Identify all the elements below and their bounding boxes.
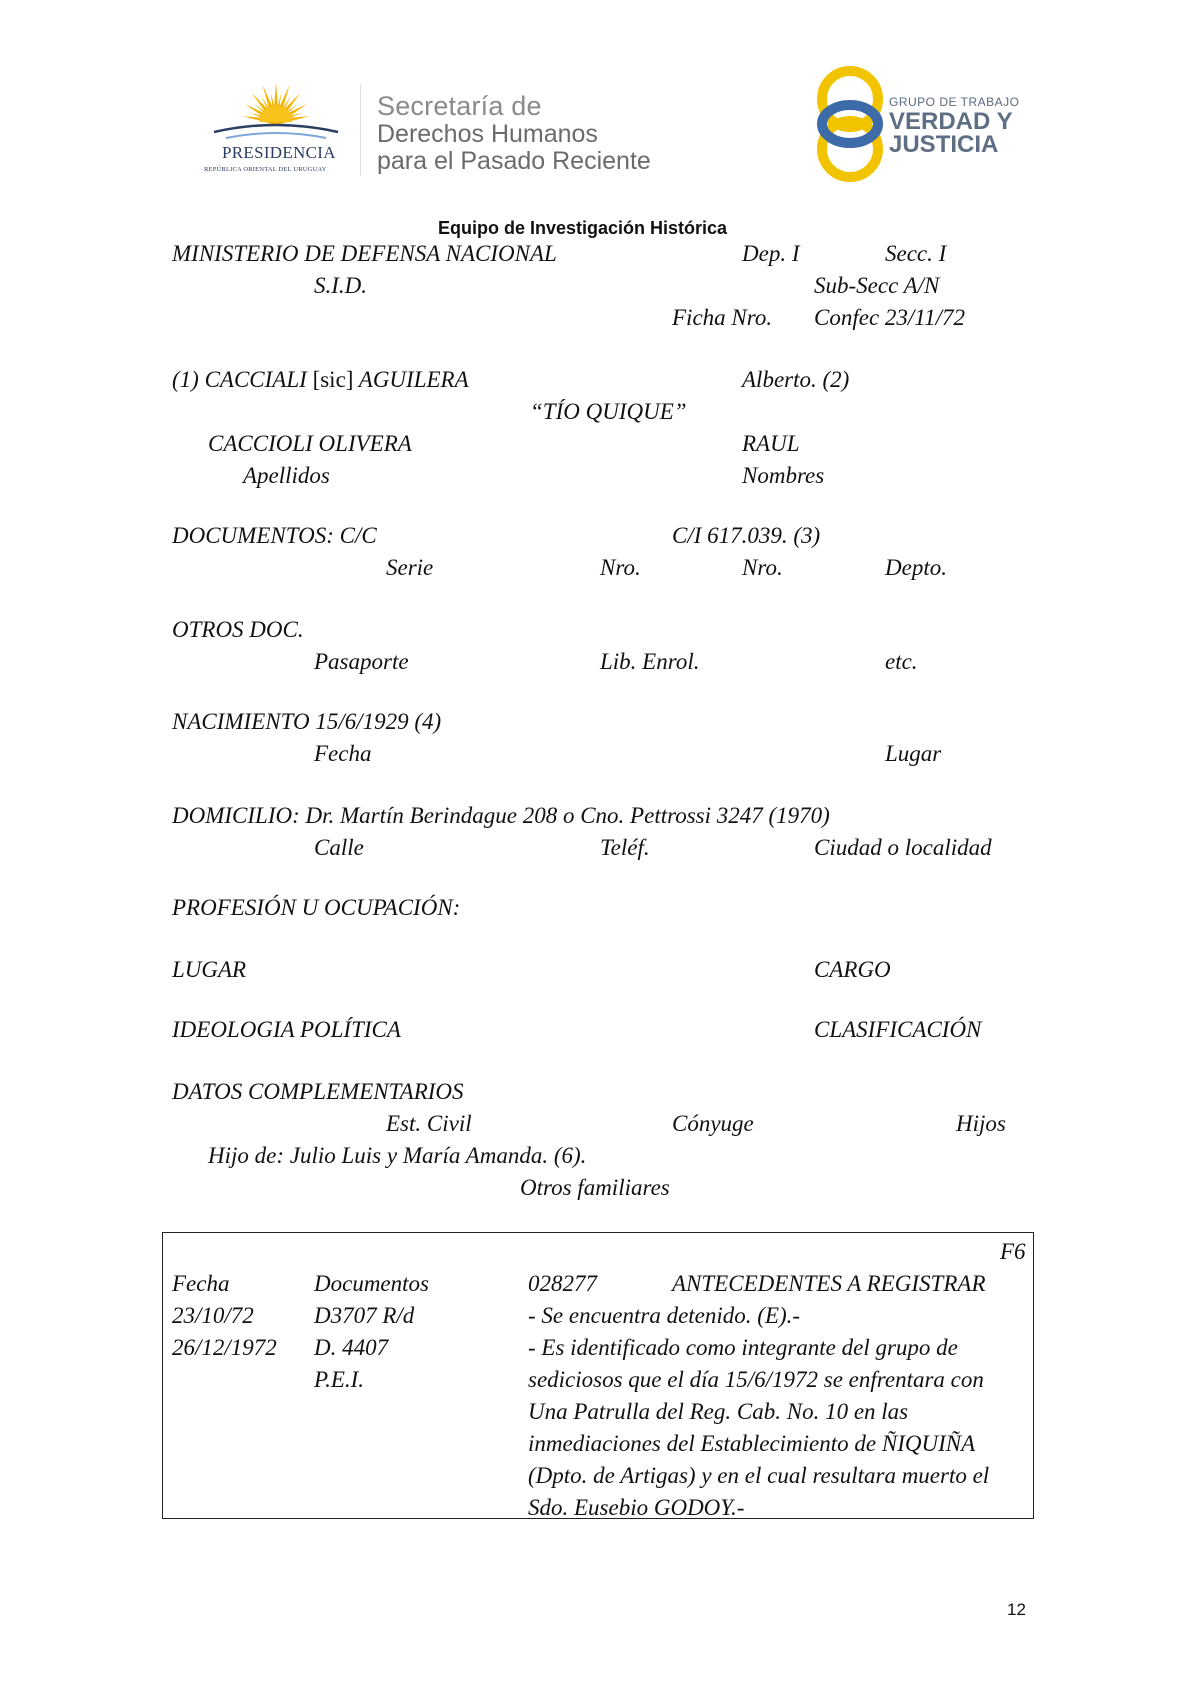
apellido-1-post: AGUILERA bbox=[353, 367, 469, 392]
nacimiento: NACIMIENTO 15/6/1929 (4) bbox=[172, 709, 442, 734]
lugar-label: Lugar bbox=[885, 741, 942, 766]
telef-label: Teléf. bbox=[600, 835, 650, 860]
serie-label: Serie bbox=[386, 555, 434, 580]
team-heading: Equipo de Investigación Histórica bbox=[438, 218, 728, 238]
documentos-header: Documentos bbox=[314, 1271, 429, 1296]
documentos: DOCUMENTOS: C/C bbox=[172, 523, 377, 548]
presidencia-logo bbox=[196, 80, 356, 180]
secc: Secc. I bbox=[885, 241, 947, 266]
pasaporte-label: Pasaporte bbox=[314, 649, 409, 674]
ficha-nro: Ficha Nro. bbox=[672, 305, 773, 330]
antecedentes-header: ANTECEDENTES A REGISTRAR bbox=[672, 1271, 986, 1296]
fecha-label: Fecha bbox=[314, 741, 372, 766]
subsecc: Sub-Secc A/N bbox=[814, 273, 940, 298]
apellido-2: CACCIOLI OLIVERA bbox=[208, 431, 412, 456]
sun-emblem-icon bbox=[196, 80, 356, 146]
otros-familiares-label: Otros familiares bbox=[520, 1175, 670, 1200]
ci-number: C/I 617.039. (3) bbox=[672, 523, 821, 548]
sic-note: [sic] bbox=[312, 367, 354, 392]
entry-2-line: sediciosos que el día 15/6/1972 se enfrentara con bbox=[528, 1367, 984, 1392]
otros-doc: OTROS DOC. bbox=[172, 617, 304, 642]
nombre-1: Alberto. (2) bbox=[742, 367, 850, 392]
apellido-1-pre: (1) CACCIALI bbox=[172, 367, 313, 392]
page-number: 12 bbox=[1007, 1600, 1026, 1619]
confec-date: Confec 23/11/72 bbox=[814, 305, 965, 330]
secretaria-line3: para el Pasado Reciente bbox=[377, 147, 651, 175]
presidencia-label: PRESIDENCIA bbox=[222, 143, 336, 162]
dep: Dep. I bbox=[742, 241, 800, 266]
header-divider bbox=[360, 84, 361, 176]
fecha-header: Fecha bbox=[172, 1271, 230, 1296]
entry-2-line: (Dpto. de Artigas) y en el cual resultara muerto el bbox=[528, 1463, 990, 1488]
date-2: 26/12/1972 bbox=[172, 1335, 277, 1360]
presidencia-subtitle: REPÚBLICA ORIENTAL DEL URUGUAY bbox=[204, 166, 327, 173]
profesion: PROFESIÓN U OCUPACIÓN: bbox=[172, 895, 461, 920]
entry-1: - Se encuentra detenido. (E).- bbox=[528, 1303, 801, 1328]
nro-label-1: Nro. bbox=[600, 555, 641, 580]
etc-label: etc. bbox=[885, 649, 918, 674]
nombre-2: RAUL bbox=[742, 431, 800, 456]
nombres-label: Nombres bbox=[742, 463, 825, 488]
alias: “TÍO QUIQUE” bbox=[530, 399, 687, 424]
secretaria-line1: Secretaría de bbox=[377, 91, 542, 121]
domicilio: DOMICILIO: Dr. Martín Berindague 208 o Cno. Pettrossi 3247 (1970) bbox=[172, 803, 830, 828]
sid: S.I.D. bbox=[314, 273, 368, 298]
conyuge-label: Cónyuge bbox=[672, 1111, 754, 1136]
record-code: F6 bbox=[1000, 1239, 1026, 1264]
gtvj-small-label: GRUPO DE TRABAJO bbox=[889, 95, 1020, 109]
doc-3: P.E.I. bbox=[314, 1367, 365, 1392]
entry-2-line: Una Patrulla del Reg. Cab. No. 10 en las bbox=[528, 1399, 909, 1424]
doc-1: D3707 R/d bbox=[314, 1303, 415, 1328]
est-civil-label: Est. Civil bbox=[386, 1111, 472, 1136]
hijo-de: Hijo de: Julio Luis y María Amanda. (6). bbox=[208, 1143, 587, 1168]
calle-label: Calle bbox=[314, 835, 364, 860]
datos-complementarios: DATOS COMPLEMENTARIOS bbox=[172, 1079, 464, 1104]
secretaria-line2: Derechos Humanos bbox=[377, 120, 598, 148]
lugar: LUGAR bbox=[172, 957, 247, 982]
entry-2-line: inmediaciones del Establecimiento de ÑIQUIÑA bbox=[528, 1431, 976, 1456]
depto-label: Depto. bbox=[885, 555, 947, 580]
gtvj-justicia: JUSTICIA bbox=[889, 131, 999, 158]
entry-2-line: Sdo. Eusebio GODOY.- bbox=[528, 1495, 745, 1520]
lib-enrol-label: Lib. Enrol. bbox=[600, 649, 700, 674]
ciudad-label: Ciudad o localidad bbox=[814, 835, 992, 860]
entry-2-line: - Es identificado como integrante del grupo de bbox=[528, 1335, 958, 1360]
ministerio: MINISTERIO DE DEFENSA NACIONAL bbox=[172, 241, 557, 266]
cargo: CARGO bbox=[814, 957, 891, 982]
doc-2: D. 4407 bbox=[314, 1335, 389, 1360]
nro-label-2: Nro. bbox=[742, 555, 783, 580]
verdad-justicia-rings-icon bbox=[814, 63, 886, 185]
gtvj-verdad: VERDAD Y bbox=[889, 108, 1013, 135]
ideologia: IDEOLOGIA POLÍTICA bbox=[172, 1017, 401, 1042]
date-1: 23/10/72 bbox=[172, 1303, 254, 1328]
clasificacion: CLASIFICACIÓN bbox=[814, 1017, 982, 1042]
apellidos-label: Apellidos bbox=[243, 463, 330, 488]
apellido-1 bbox=[172, 366, 469, 394]
record-number: 028277 bbox=[528, 1271, 597, 1296]
hijos-label: Hijos bbox=[956, 1111, 1006, 1136]
